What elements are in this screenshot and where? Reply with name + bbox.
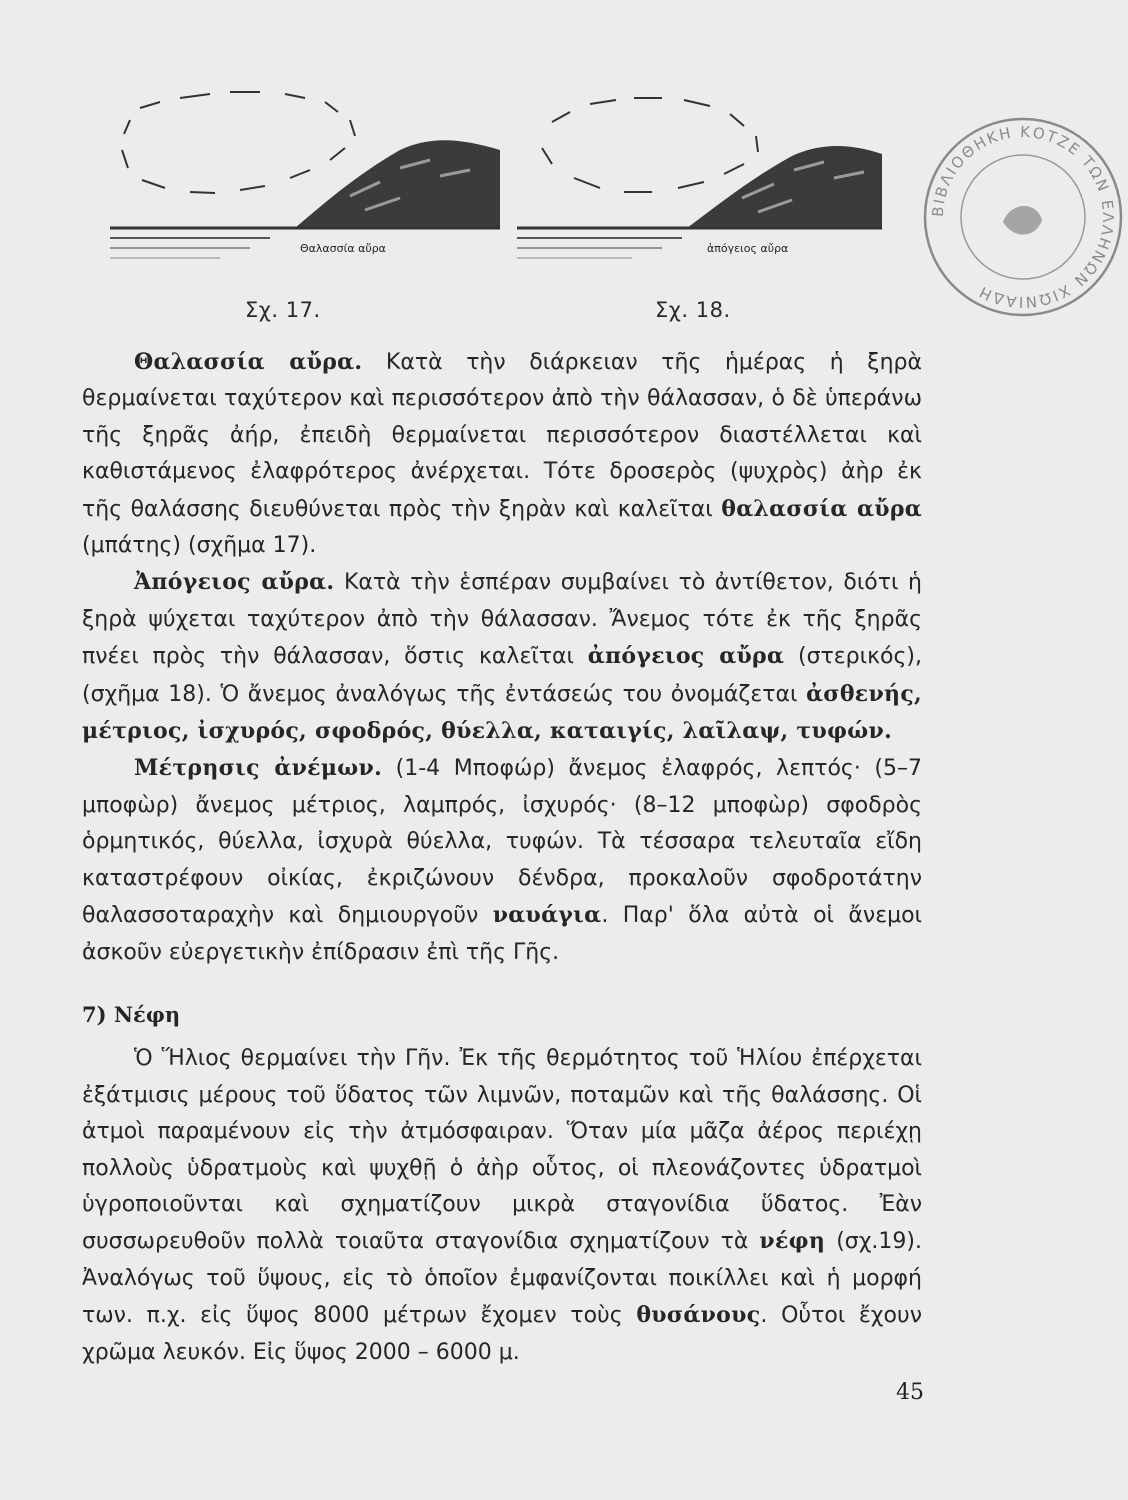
circulation-arrows: [542, 98, 758, 192]
paragraph-land-breeze: Ἀπόγειος αὔρα. Κατὰ τὴν ἑσπέραν συμβαίνει τὸ ἀντίθετον, διότι ἡ ξηρὰ ψύχεται ταχύτερον ἀπὸ τὴν θάλασσαν. Ἄνεμος τότε ἐκ τῆς ξηρᾶς πνέει πρὸς τὴν θάλασσαν, ὅστις καλεῖται ἀπόγειος αὔρα (στερικός), (σχῆμα 18). Ὁ ἄνεμος ἀναλόγως τῆς ἐντάσεώς του ὀνομάζεται ἀσθενής, μέτριος, ἰσχυρός, σφοδρός, θύελλα, καταιγίς, λαῖλαψ, τυφών.: [82, 569, 922, 745]
paragraph-wind-measurement: Μέτρησις ἀνέμων. (1-4 Μποφώρ) ἄνεμος ἐλαφρός, λεπτός· (5–7 μποφὼρ) ἄνεμος μέτριος, λαμπρός, ἰσχυρός· (8–12 μποφὼρ) σφοδρὸς ὁρμητικός, θύελλα, ἰσχυρὰ θύελλα, τυφών. Τὰ τέσσαρα τελευταῖα εἴδη καταστρέφουν οἰκίας, ἐκριζώνουν δένδρα, προκαλοῦν σφοδροτάτην θαλασσοταραχὴν καὶ δημιουργοῦν ναυάγια. Παρ' ὅλα αὐτὰ οἱ ἄνεμοι ἀσκοῦν εὐεργετικὴν ἐπίδρασιν ἐπὶ τῆς Γῆς.: [82, 755, 923, 965]
sea-breeze-figure: [100, 78, 500, 268]
library-stamp: [918, 112, 1128, 322]
fig18-label: ἀπόγειος αὔρα: [707, 242, 789, 255]
land-breeze-figure: [512, 78, 882, 268]
circulation-arrows: [122, 92, 355, 193]
land-hill: [687, 146, 882, 228]
fig17-label: Θαλασσία αὔρα: [300, 242, 386, 255]
land-hill: [295, 140, 500, 228]
page-number: 45: [896, 1380, 924, 1405]
main-text: [82, 344, 922, 1371]
stamp-text: ΒΙΒΛΙΟΘΗΚΗ ΚΟΤΖΕ ΤΩΝ ΕΛΛΗΝΩΝ ΧΙΩΝΙΑΔΗ: [928, 122, 1118, 312]
paragraph-clouds: Ὁ Ἥλιος θερμαίνει τὴν Γῆν. Ἐκ τῆς θερμότητος τοῦ Ἡλίου ἐπέρχεται ἐξάτμισις μέρους τοῦ ὕδατος τῶν λιμνῶν, ποταμῶν καὶ τῆς θαλάσσης. Οἱ ἀτμοὶ παραμένουν εἰς τὴν ἀτμόσφαιραν. Ὅταν μία μᾶζα ἀέρος περιέχῃ πολλοὺς ὑδρατμοὺς καὶ ψυχθῇ ὁ ἀὴρ οὗτος, οἱ πλεονάζοντες ὑδρατμοὶ ὑγροποιοῦνται καὶ σχηματίζουν μικρὰ σταγονίδια ὕδατος. Ἐὰν συσσωρευθοῦν πολλὰ τοιαῦτα σταγονίδια σχηματίζουν τὰ νέφη (σχ.19). Ἀναλόγως τοῦ ὕψους, εἰς τὸ ὁποῖον ἐμφανίζονται ποικίλλει καὶ ἡ μορφή των. π.χ. εἰς ὕψος 8000 μέτρων ἔχομεν τοὺς θυσάνους. Οὗτοι ἔχουν χρῶμα λευκόν. Εἰς ὕψος 2000 – 6000 μ.: [82, 1046, 922, 1365]
figure-18-caption: Σχ. 18.: [655, 298, 731, 322]
paragraph-sea-breeze: Θαλασσία αὔρα. Κατὰ τὴν διάρκειαν τῆς ἡμέρας ἡ ξηρὰ θερμαίνεται ταχύτερον καὶ περισσότερον ἀπὸ τὴν θάλασσαν, ὁ δὲ ὑπεράνω τῆς ξηρᾶς ἀήρ, ἐπειδὴ θερμαίνεται περισσότερον διαστέλλεται καὶ καθιστάμενος ἐλαφρότερος ἀνέρχεται. Τότε δροσερὸς (ψυχρὸς) ἀὴρ ἐκ τῆς θαλάσσης διευθύνεται πρὸς τὴν ξηρὰν καὶ καλεῖται θαλασσία αὔρα (μπάτης) (σχῆμα 17).: [82, 349, 922, 559]
figure-17-caption: Σχ. 17.: [245, 298, 321, 322]
section-heading-clouds: 7) Νέφη: [82, 1001, 181, 1027]
